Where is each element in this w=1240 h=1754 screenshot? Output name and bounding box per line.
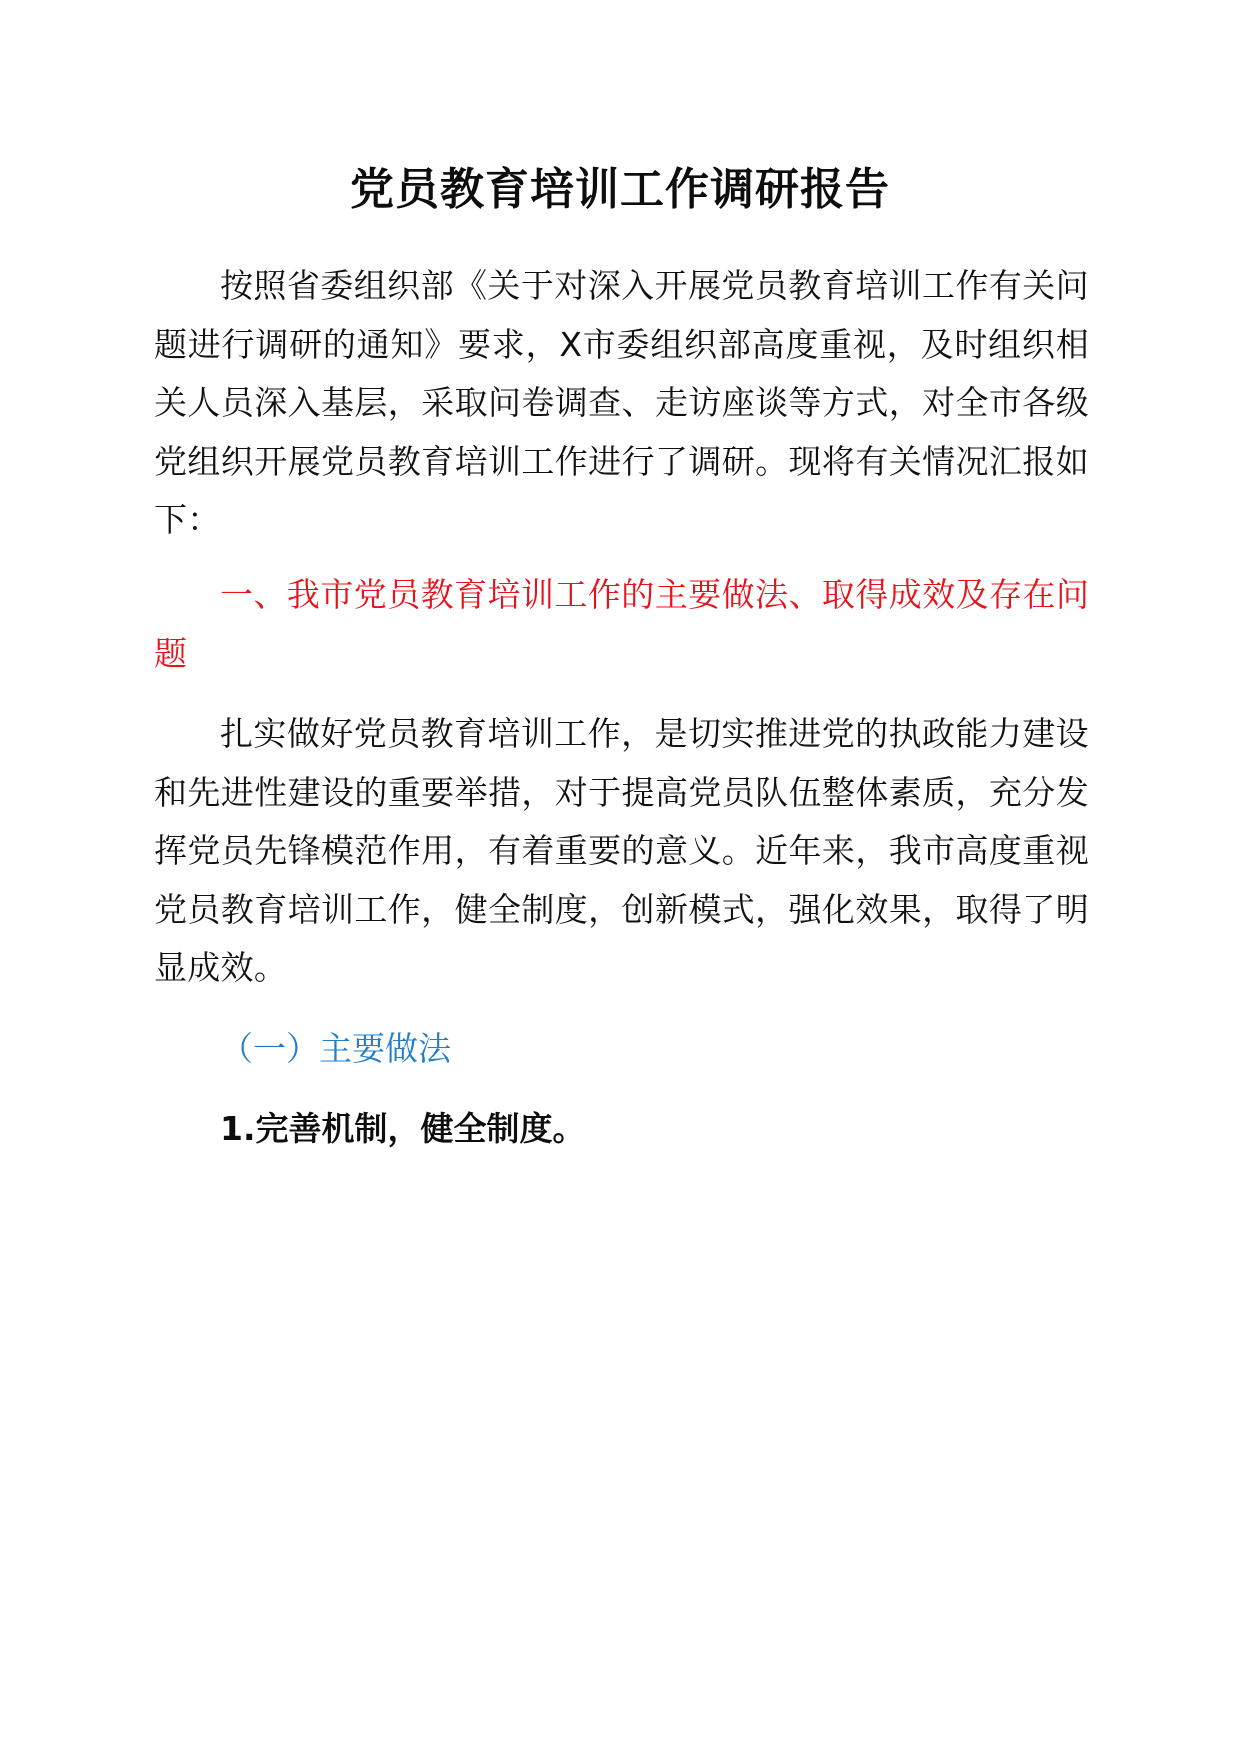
- intro-paragraph: 按照省委组织部《关于对深入开展党员教育培训工作有关问题进行调研的通知》要求，X市委组织部高度重视，及时组织相关人员深入基层，采取问卷调查、走访座谈等方式，对全市各级党组织开展党员教育培训工作进行了调研。现将有关情况汇报如下：: [154, 266, 1089, 539]
- section-1-paragraph: 扎实做好党员教育培训工作，是切实推进党的执政能力建设和先进性建设的重要举措，对于提高党员队伍整体素质，充分发挥党员先锋模范作用，有着重要的意义。近年来，我市高度重视党员教育培训工作，健全制度，创新模式，强化效果，取得了明显成效。: [154, 714, 1089, 987]
- document-title: 党员教育培训工作调研报告: [350, 164, 890, 215]
- section-1-heading: 一、我市党员教育培训工作的主要做法、取得成效及存在问题: [154, 575, 1089, 673]
- item-1-heading: 1.完善机制，健全制度。: [220, 1109, 586, 1148]
- subsection-1-heading: （一）主要做法: [220, 1029, 451, 1068]
